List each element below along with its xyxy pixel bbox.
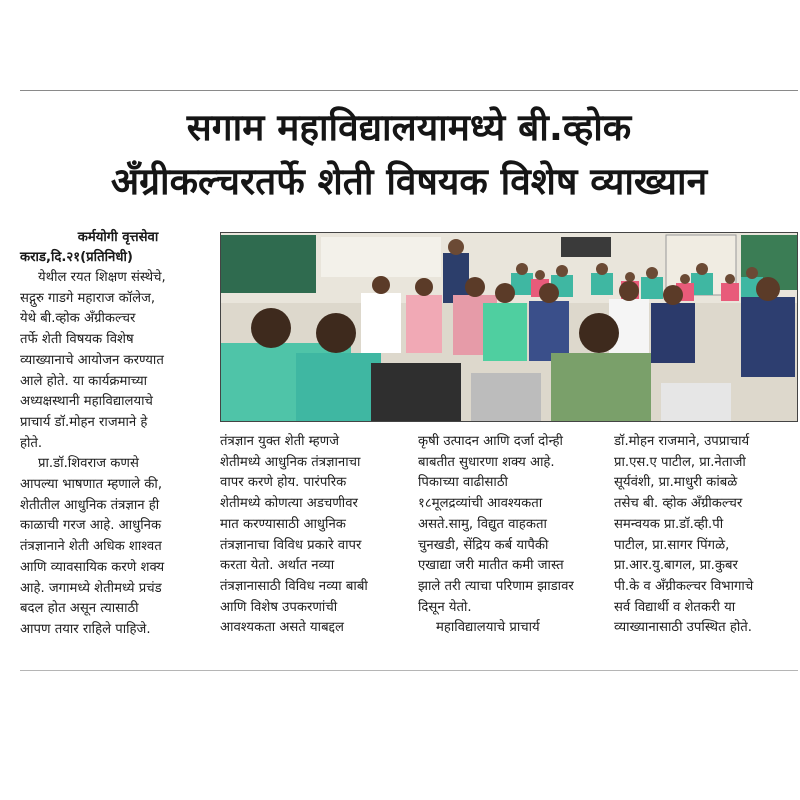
article-line: दिसून येतो. — [418, 599, 472, 615]
article-line: बाबतीत सुधारणा शक्य आहे. — [418, 454, 555, 470]
dateline: कराड,दि.२१(प्रतिनिधी) — [20, 250, 133, 265]
article-line: तर्फे शेती विषयक विशेष — [20, 332, 134, 348]
article-line: मात करण्यासाठी आधुनिक — [220, 516, 346, 532]
article-line: आपल्या भाषणात म्हणाले की, — [20, 477, 163, 493]
top-rule — [20, 90, 798, 91]
article-column-1 — [20, 268, 216, 641]
article-line: व्याख्यानाचे आयोजन करण्यात — [20, 352, 164, 368]
article-line: समन्वयक प्रा.डॉ.व्ही.पी — [614, 516, 724, 532]
article-line: प्रा.आर.यु.बागल, प्रा.कुबर — [614, 558, 738, 574]
article-line: चुनखडी, सेंद्रिय कर्ब यापैकी — [418, 537, 549, 553]
article-line: येथील रयत शिक्षण संस्थेचे, — [38, 270, 166, 285]
article-line: कृषी उत्पादन आणि दर्जा दोन्ही — [418, 434, 563, 449]
article-column-4 — [614, 432, 798, 639]
article-line: करता येतो. अर्थात नव्या — [220, 558, 335, 574]
article-line: एखाद्या जरी मातीत कमी जास्त — [418, 558, 564, 574]
article-line: तंत्रज्ञानाने शेती अधिक शाश्वत — [20, 539, 162, 555]
article-column-2 — [220, 432, 410, 639]
article-line: येथे बी.व्होक अँग्रीकल्चर — [20, 311, 136, 327]
classroom-photo-icon — [221, 233, 798, 422]
article-line: काळाची गरज आहे. आधुनिक — [20, 518, 162, 534]
article-line: पिकाच्या वाढीसाठी — [418, 475, 508, 491]
article-column-3 — [418, 432, 606, 639]
article-line: आवश्यकता असते याबद्दल — [220, 620, 344, 636]
news-service: कर्मयोगी वृत्तसेवा — [77, 230, 159, 245]
article-line: असते.सामु, विद्युत वाहकता — [418, 516, 547, 532]
article-line: शेतीतील आधुनिक तंत्रज्ञान ही — [20, 497, 160, 513]
article-line: सर्व विद्यार्थी व शेतकरी या — [614, 599, 736, 615]
article-line: प्रा.डॉ.शिवराज कणसे — [38, 456, 139, 472]
article-line: सद्गुरु गाडगे महाराज कॉलेज, — [20, 290, 156, 306]
article-line: सूर्यवंशी, प्रा.माधुरी कांबळे — [614, 475, 738, 491]
article-line: महाविद्यालयाचे प्राचार्य — [436, 620, 540, 636]
article-line: पी.के व अँग्रीकल्चर विभागाचे — [614, 578, 754, 594]
article-line: व्याख्यानासाठी उपस्थित होते. — [614, 620, 752, 636]
article-line: १८मूलद्रव्यांची आवश्यकता — [418, 496, 543, 512]
headline-line-2: अँग्रीकल्चरतर्फे शेती विषयक विशेष व्याख्यान — [110, 160, 708, 203]
bottom-rule — [20, 670, 798, 671]
article-line: आले होते. या कार्यक्रमाच्या — [20, 373, 148, 389]
article-line: तंत्रज्ञानासाठी विविध नव्या बाबी — [220, 578, 368, 594]
article-line: आहे. जगामध्ये शेतीमध्ये प्रचंड — [20, 580, 162, 596]
article-line: डॉ.मोहन राजमाने, उपप्राचार्य — [614, 434, 750, 449]
article-line: शेतीमध्ये कोणत्या अडचणीवर — [220, 496, 358, 512]
article-line: पाटील, प्रा.सागर पिंगळे, — [614, 537, 730, 553]
article-line: झाले तरी त्याचा परिणाम झाडावर — [418, 578, 574, 594]
headline-line-1: सगाम महाविद्यालयामध्ये बी.व्होक — [186, 106, 632, 149]
article-line: शेतीमध्ये आधुनिक तंत्रज्ञानाचा — [220, 454, 361, 470]
article-line: आणि विशेष उपकरणांची — [220, 599, 338, 615]
article-line: वापर करणे होय. पारंपरिक — [220, 475, 347, 491]
article-line: तंत्रज्ञान युक्त शेती म्हणजे — [220, 434, 339, 449]
article-line: आणि व्यावसायिक करणे शक्य — [20, 559, 165, 575]
article-line: अध्यक्षस्थानी महाविद्यालयाचे — [20, 394, 153, 410]
article-line: बदल होत असून त्यासाठी — [20, 601, 139, 617]
article-line: तंत्रज्ञानाचा विविध प्रकारे वापर — [220, 537, 362, 553]
byline — [20, 228, 216, 268]
article-line: होते. — [20, 435, 43, 451]
classroom-photo — [220, 232, 798, 422]
article-line: प्रा.एस.ए पाटील, प्रा.नेताजी — [614, 454, 746, 470]
article-line: तसेच बी. व्होक अँग्रीकल्चर — [614, 496, 743, 512]
article-line: आपण तयार राहिले पाहिजे. — [20, 621, 151, 637]
article-line: प्राचार्य डॉ.मोहन राजमाने हे — [20, 414, 148, 430]
